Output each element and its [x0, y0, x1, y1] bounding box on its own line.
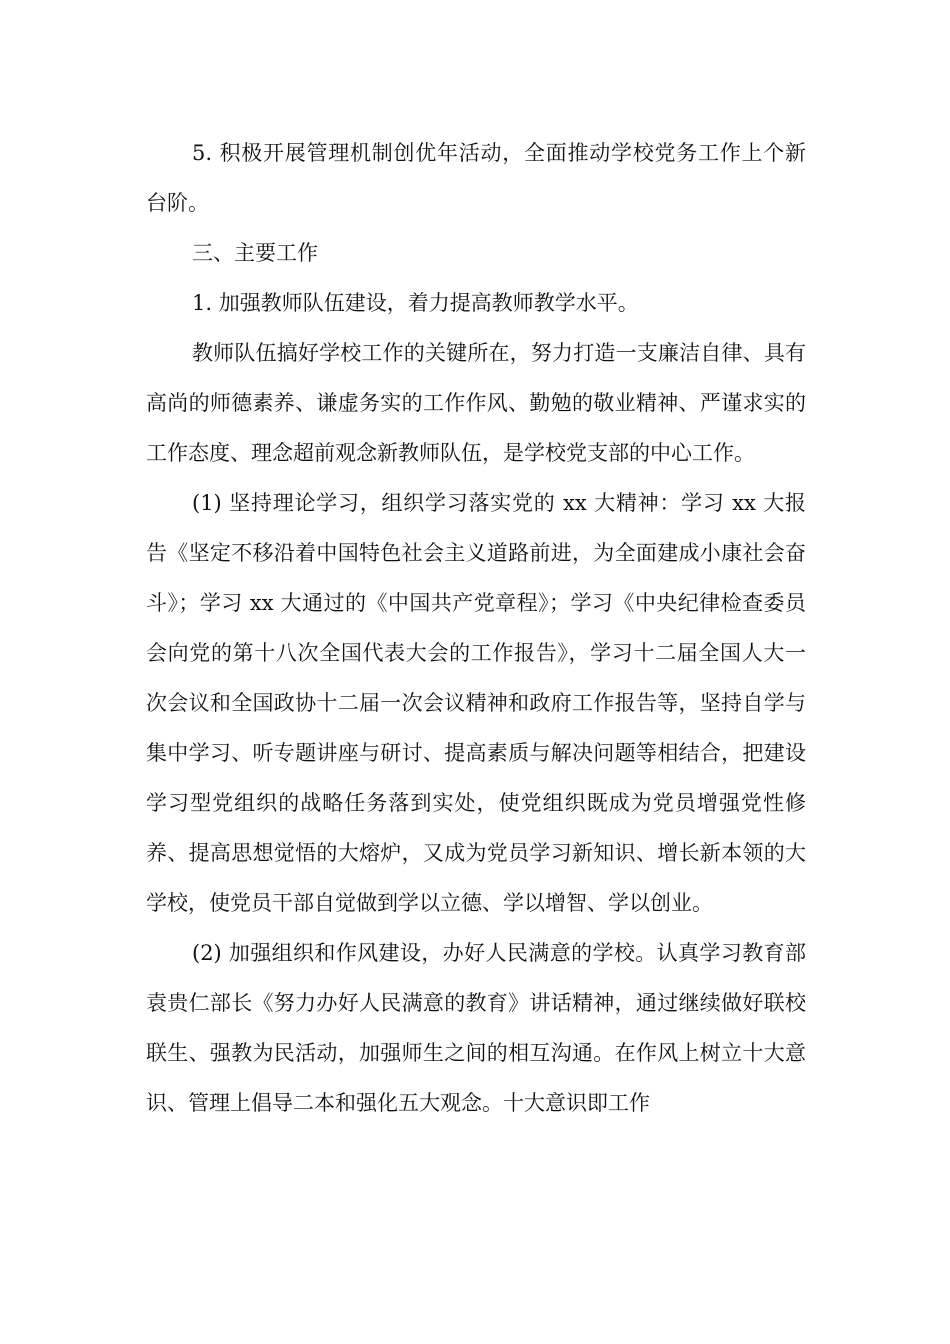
- section-heading-main-work: 三、主要工作: [192, 241, 318, 265]
- paragraph-theory-study: (1) 坚持理论学习，组织学习落实党的 xx 大精神：学习 xx 大报告《坚定不移沿着中国特色社会主义道路前进，为全面建成小康社会奋斗》；学习 xx 大通过的《中国共产党章程》；学习《中央纪律检查委员会向党的第十八次全国代表大会的工作报告》，学习十二届全国人大一次会议和全国政协十二届一次会议精神和政府工作报告等，坚持自学与集中学习、听专题讲座与研讨、提高素质与解决问题等相结合，把建设学习型党组织的战略任务落到实处，使党组织既成为党员增强党性修养、提高思想觉悟的大熔炉，又成为党员学习新知识、增长新本领的大学校，使党员干部自觉做到学以立德、学以增智、学以创业。: [146, 491, 806, 915]
- subheading-teacher-team: 1. 加强教师队伍建设，着力提高教师教学水平。: [192, 291, 639, 315]
- paragraph-teacher-team: 教师队伍搞好学校工作的关键所在，努力打造一支廉洁自律、具有高尚的师德素养、谦虚务实的工作作风、勤勉的敬业精神、严谨求实的工作态度、理念超前观念新教师队伍，是学校党支部的中心工作。: [146, 341, 806, 465]
- document-body: [146, 128, 806, 1128]
- paragraph-item-5: 5. 积极开展管理机制创优年活动，全面推动学校党务工作上个新台阶。: [146, 141, 806, 215]
- paragraph-organization-style: (2) 加强组织和作风建设，办好人民满意的学校。认真学习教育部袁贵仁部长《努力办好人民满意的教育》讲话精神，通过继续做好联校联生、强教为民活动，加强师生之间的相互沟通。在作风上树立十大意识、管理上倡导二本和强化五大观念。十大意识即工作: [146, 941, 806, 1115]
